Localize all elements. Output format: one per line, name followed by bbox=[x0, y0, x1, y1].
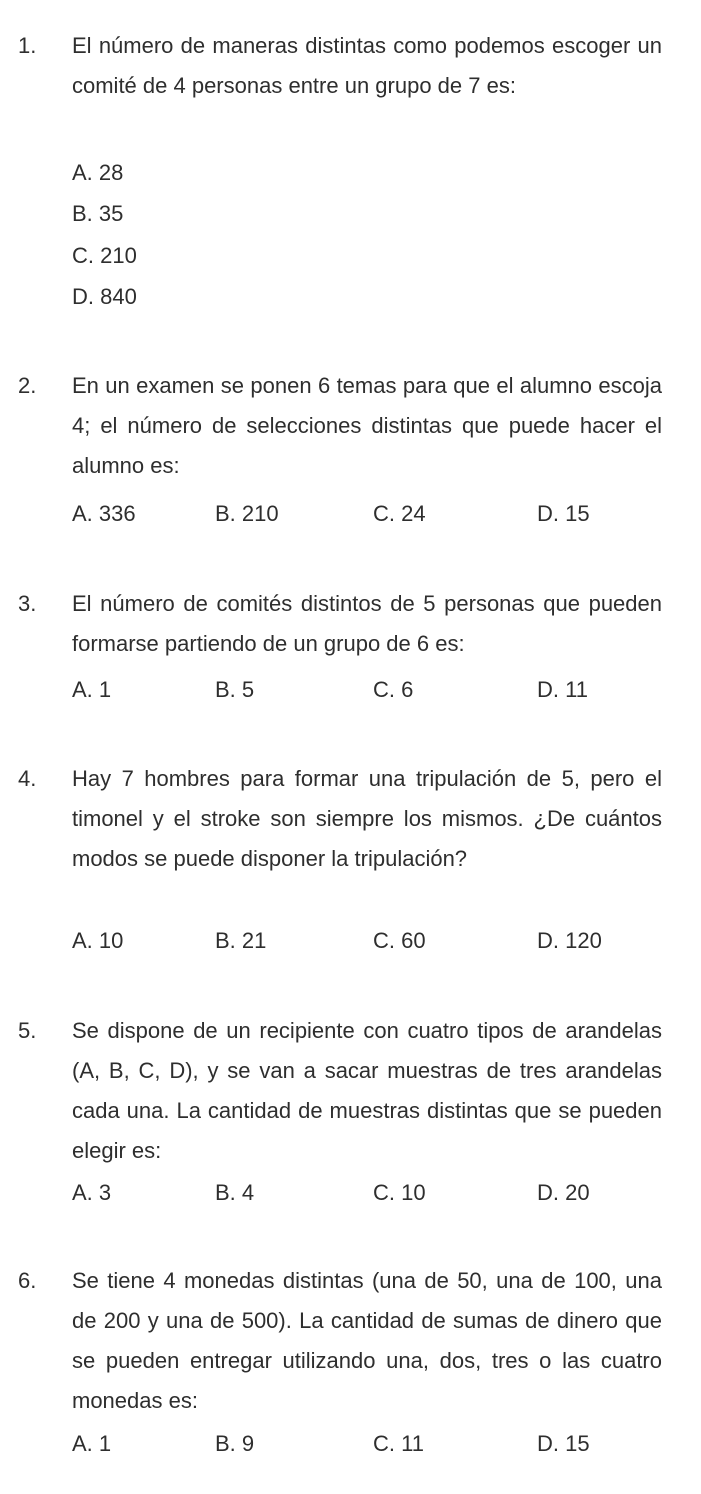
option-b[interactable]: B. 35 bbox=[72, 201, 124, 226]
option-a[interactable]: A. 336 bbox=[72, 501, 136, 526]
option-c[interactable]: C. 6 bbox=[373, 677, 414, 702]
option-a[interactable]: A. 3 bbox=[72, 1180, 112, 1205]
question-text: En un examen se ponen 6 temas para que el alumno escoja 4; el número de selecciones distintas que puede hacer el alumno es: bbox=[72, 373, 662, 478]
question-number: 5. bbox=[18, 1018, 37, 1043]
question-number: 6. bbox=[18, 1268, 37, 1293]
option-b[interactable]: B. 210 bbox=[215, 501, 279, 526]
option-d[interactable]: D. 15 bbox=[537, 1431, 590, 1456]
question-text: El número de maneras distintas como podemos escoger un comité de 4 personas entre un grupo de 7 es: bbox=[72, 33, 662, 98]
option-d[interactable]: D. 15 bbox=[537, 501, 590, 526]
option-c[interactable]: C. 60 bbox=[373, 928, 426, 953]
option-c[interactable]: C. 11 bbox=[373, 1431, 424, 1456]
option-a[interactable]: A. 28 bbox=[72, 160, 124, 185]
option-a[interactable]: A. 10 bbox=[72, 928, 124, 953]
option-b[interactable]: B. 4 bbox=[215, 1180, 255, 1205]
option-d[interactable]: D. 20 bbox=[537, 1180, 590, 1205]
option-b[interactable]: B. 9 bbox=[215, 1431, 255, 1456]
option-c[interactable]: C. 10 bbox=[373, 1180, 426, 1205]
option-c[interactable]: C. 210 bbox=[72, 243, 137, 268]
question-number: 2. bbox=[18, 373, 37, 398]
question-text: Se tiene 4 monedas distintas (una de 50, una de 100, una de 200 y una de 500). La cantidad de sumas de dinero que se pueden entregar utilizando una, dos, tres o las cuatro monedas es: bbox=[72, 1268, 662, 1413]
question-number: 3. bbox=[18, 591, 37, 616]
option-d[interactable]: D. 840 bbox=[72, 284, 137, 309]
question-number: 1. bbox=[18, 33, 37, 58]
option-a[interactable]: A. 1 bbox=[72, 677, 112, 702]
question-text: Se dispone de un recipiente con cuatro tipos de arandelas (A, B, C, D), y se van a sacar muestras de tres arandelas cada una. La cantidad de muestras distintas que se pueden elegir es: bbox=[72, 1018, 662, 1163]
option-b[interactable]: B. 21 bbox=[215, 928, 267, 953]
question-text: Hay 7 hombres para formar una tripulación de 5, pero el timonel y el stroke son siempre los mismos. ¿De cuántos modos se puede disponer la tripulación? bbox=[72, 766, 662, 871]
option-d[interactable]: D. 120 bbox=[537, 928, 602, 953]
question-number: 4. bbox=[18, 766, 37, 791]
option-d[interactable]: D. 11 bbox=[537, 677, 588, 702]
option-c[interactable]: C. 24 bbox=[373, 501, 426, 526]
option-a[interactable]: A. 1 bbox=[72, 1431, 112, 1456]
question-text: El número de comités distintos de 5 personas que pueden formarse partiendo de un grupo de 6 es: bbox=[72, 591, 662, 656]
option-b[interactable]: B. 5 bbox=[215, 677, 255, 702]
